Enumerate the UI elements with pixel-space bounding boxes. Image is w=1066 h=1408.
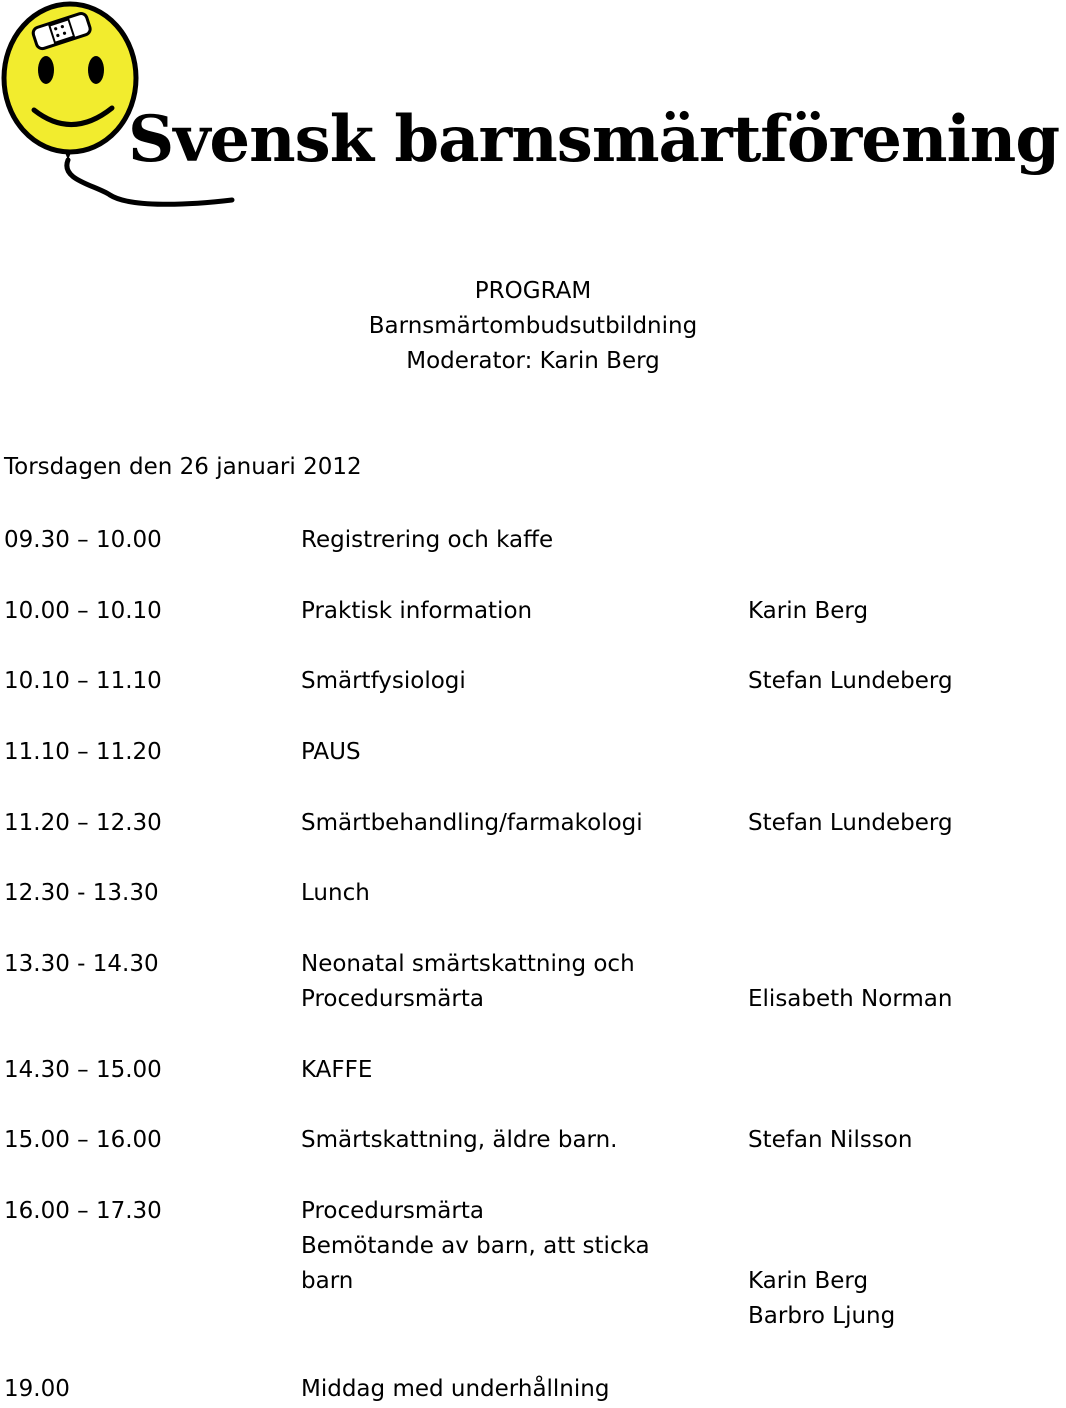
activity-line: Neonatal smärtskattning och [301,951,635,977]
speaker-name: Stefan Lundeberg [748,668,953,694]
activity-line: Middag med underhållning [301,1376,610,1402]
organization-name: Svensk barnsmärtförening [128,102,1060,177]
schedule-speaker [748,806,953,841]
schedule-activity [301,876,370,911]
schedule-time: 13.30 - 14.30 [4,951,159,977]
schedule-activity [301,1372,609,1407]
activity-line: Bemötande av barn, att sticka [301,1233,650,1259]
schedule-activity [301,1053,372,1088]
speaker-name [748,1229,895,1264]
schedule-speaker [748,1123,912,1158]
schedule-activity [301,1123,618,1158]
schedule-time: 10.00 – 10.10 [4,598,162,624]
speaker-name: Stefan Nilsson [748,1127,913,1153]
schedule-activity [301,1194,650,1299]
schedule-time: 12.30 - 13.30 [4,880,159,906]
schedule-time: 19.00 [4,1376,70,1402]
schedule-time: 16.00 – 17.30 [4,1198,162,1224]
activity-line: Praktisk information [301,598,533,624]
speaker-name: Barbro Ljung [748,1303,896,1329]
speaker-name [748,1194,895,1229]
speaker-name: Stefan Lundeberg [748,810,953,836]
activity-line: Lunch [301,880,370,906]
organization-logo [0,0,1060,230]
program-title: PROGRAM [474,278,592,304]
activity-line: Smärtbehandling/farmakologi [301,810,643,836]
schedule-time: 11.20 – 12.30 [4,810,162,836]
schedule-time: 14.30 – 15.00 [4,1057,162,1083]
schedule-speaker [748,594,868,629]
schedule-activity [301,947,635,1017]
schedule-activity [301,523,553,558]
activity-line: Procedursmärta [301,1198,484,1224]
schedule-speaker [748,664,953,699]
speaker-name: Karin Berg [748,1268,869,1294]
activity-line: Smärtskattning, äldre barn. [301,1127,618,1153]
activity-line: Smärtfysiologi [301,668,466,694]
speaker-name: Elisabeth Norman [748,986,953,1012]
moderator-line: Moderator: Karin Berg [406,348,660,374]
schedule-activity [301,664,466,699]
event-date: Torsdagen den 26 januari 2012 [4,454,362,480]
schedule-time: 10.10 – 11.10 [4,668,162,694]
activity-line: PAUS [301,739,361,765]
activity-line: Procedursmärta [301,986,484,1012]
schedule-speaker [748,947,952,1017]
activity-line: KAFFE [301,1057,373,1083]
schedule-time: 11.10 – 11.20 [4,739,162,765]
schedule-activity [301,735,361,770]
schedule-activity [301,594,532,629]
activity-line: Registrering och kaffe [301,527,554,553]
schedule-time: 15.00 – 16.00 [4,1127,162,1153]
speaker-name: Karin Berg [748,598,869,624]
activity-line: barn [301,1268,354,1294]
speaker-name [748,947,952,982]
schedule-activity [301,806,643,841]
schedule-time: 09.30 – 10.00 [4,527,162,553]
program-subtitle: Barnsmärtombudsutbildning [368,313,698,339]
schedule-speaker [748,1194,895,1334]
